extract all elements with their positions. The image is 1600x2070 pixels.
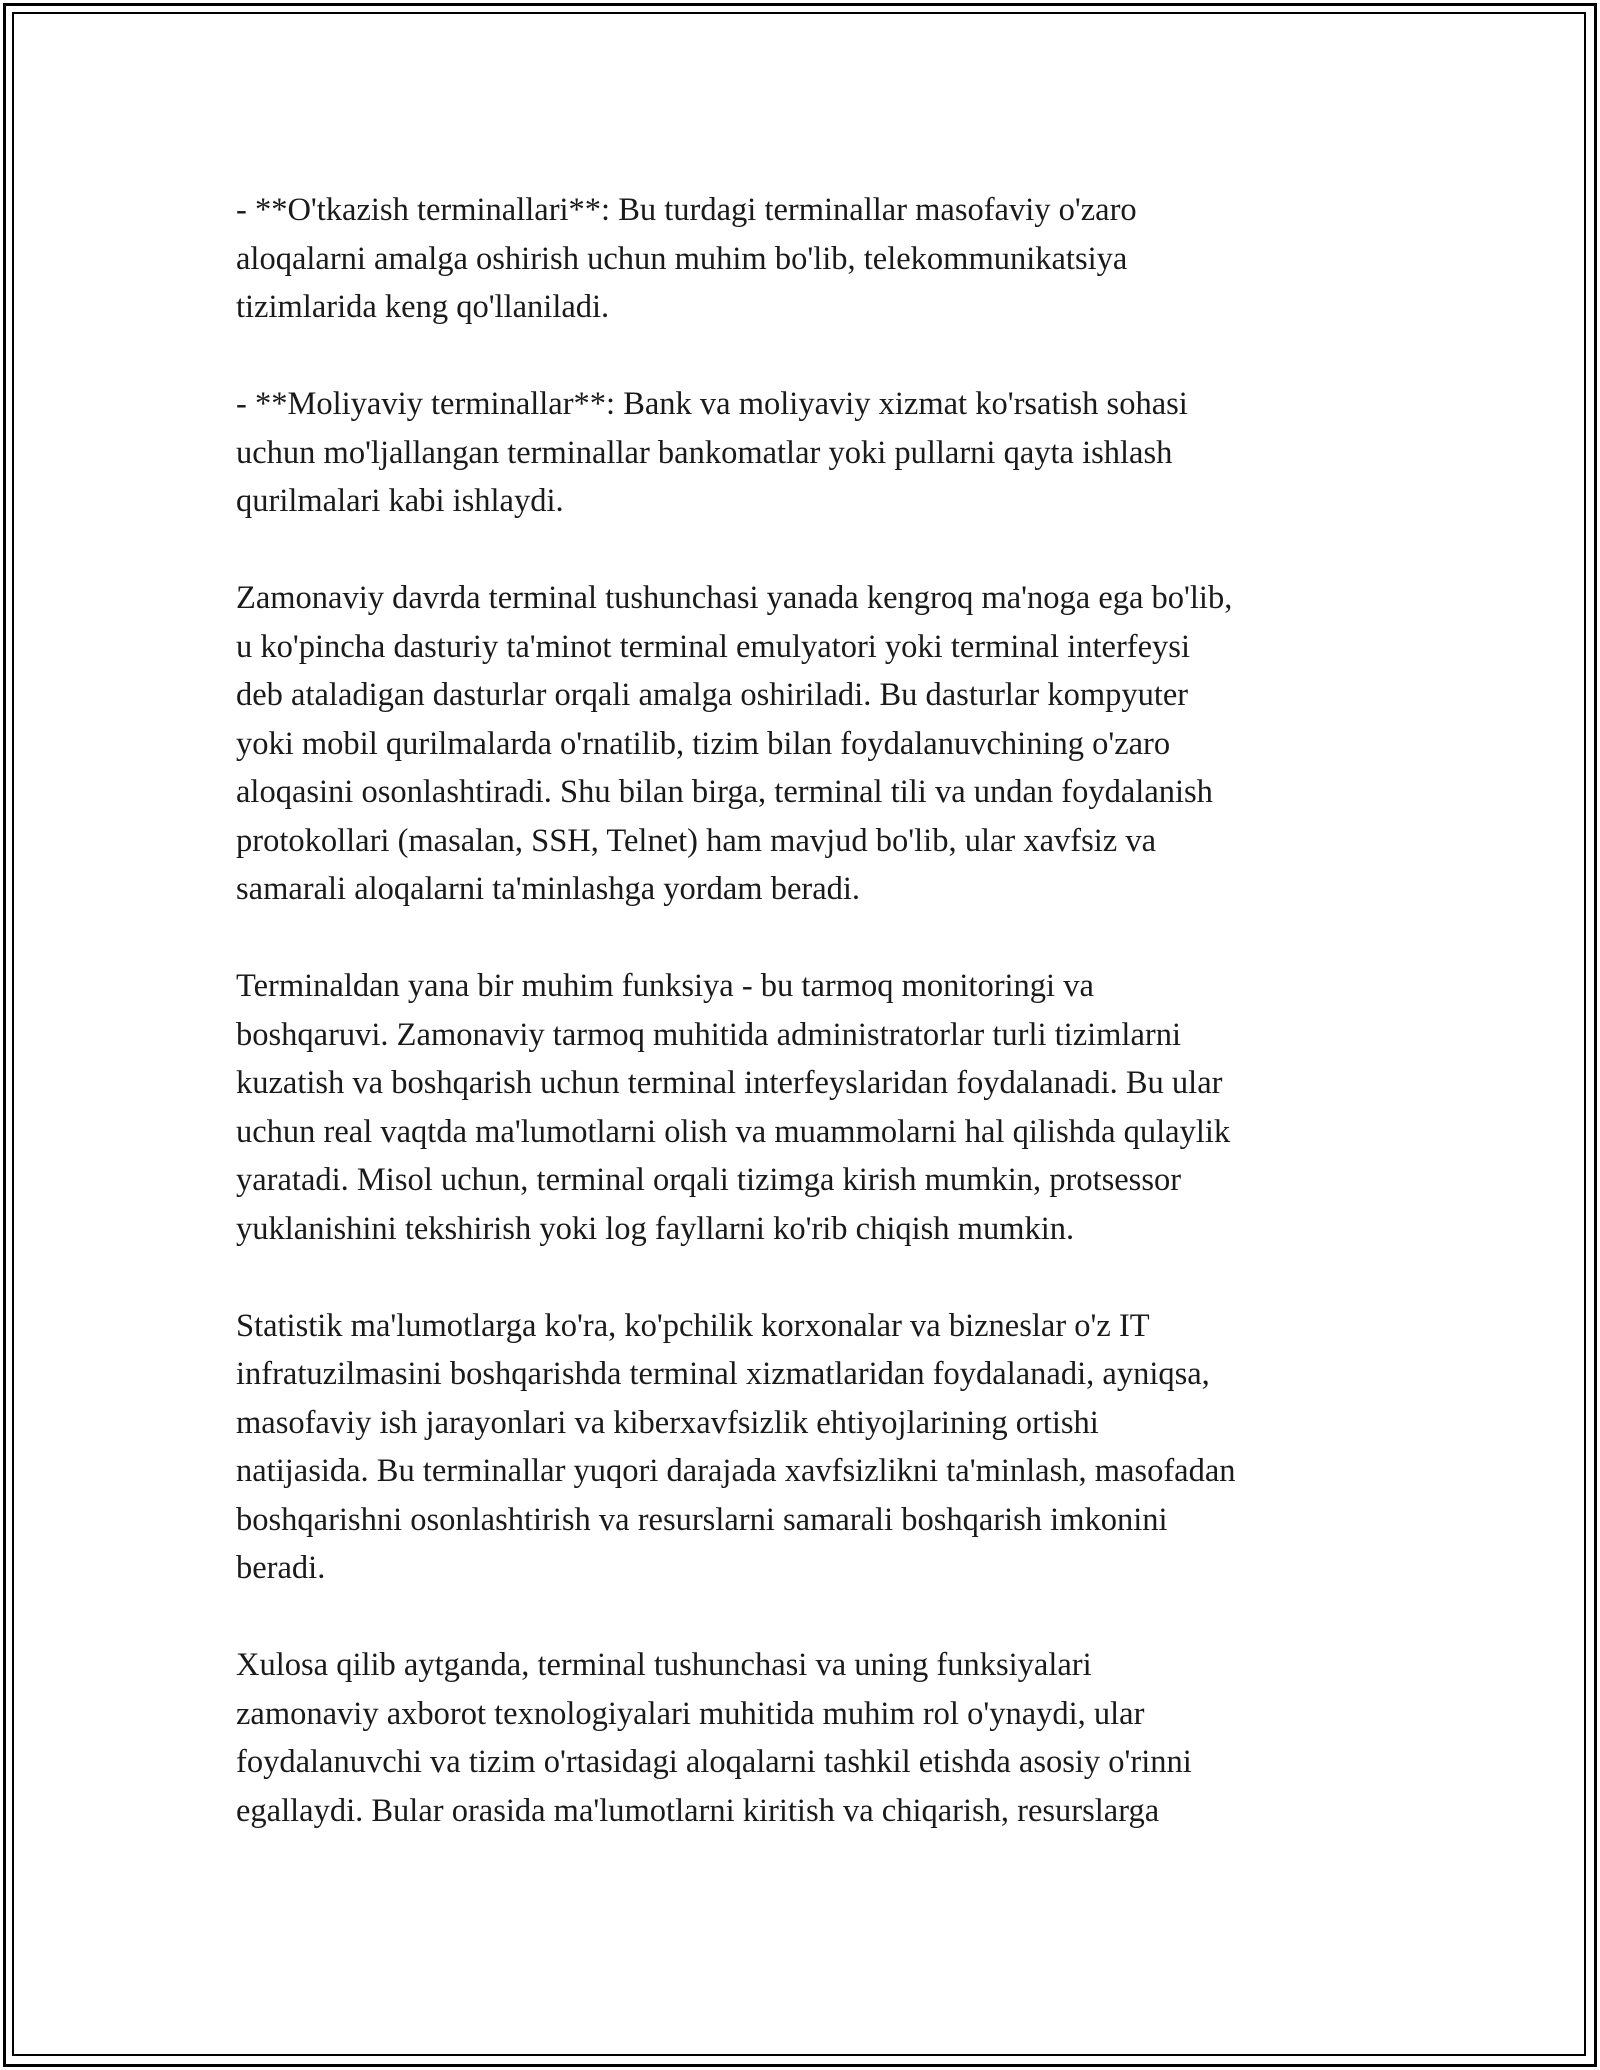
paragraph-financial-terminals <box>236 380 1376 526</box>
text-line: beradi. <box>236 1550 326 1586</box>
text-line: Zamonaviy davrda terminal tushunchasi yanada kengroq ma'noga ega bo'lib, <box>236 580 1233 616</box>
text-line: uchun real vaqtda ma'lumotlarni olish va muammolarni hal qilishda qulaylik <box>236 1113 1231 1150</box>
paragraph-conclusion <box>236 1641 1376 1835</box>
text-line: uchun mo'ljallangan terminallar bankomatlar yoki pullarni qayta ishlash <box>236 434 1173 471</box>
text-line: samarali aloqalarni ta'minlashga yordam beradi. <box>236 871 861 907</box>
text-line: tizimlarida keng qo'llaniladi. <box>236 289 610 325</box>
text-line: boshqaruvi. Zamonaviy tarmoq muhitida administratorlar turli tizimlarni <box>236 1016 1181 1053</box>
text-line: foydalanuvchi va tizim o'rtasidagi aloqalarni tashkil etishda asosiy o'rinni <box>236 1744 1192 1780</box>
text-line: yuklanishini tekshirish yoki log fayllarni ko'rib chiqish mumkin. <box>236 1210 1075 1247</box>
document-body <box>236 186 1376 1884</box>
text-line: boshqarishni osonlashtirish va resurslarni samarali boshqarish imkonini <box>236 1501 1168 1538</box>
text-line: yoki mobil qurilmalarda o'rnatilib, tizim bilan foydalanuvchining o'zaro <box>236 725 1171 762</box>
paragraph-network-monitoring <box>236 962 1376 1253</box>
text-line: - **Moliyaviy terminallar**: Bank va moliyaviy xizmat ko'rsatish sohasi <box>236 386 1188 422</box>
text-line: yaratadi. Misol uchun, terminal orqali tizimga kirish mumkin, protsessor <box>236 1162 1182 1198</box>
text-line: masofaviy ish jarayonlari va kiberxavfsizlik ehtiyojlarining ortishi <box>236 1404 1099 1441</box>
text-line: Xulosa qilib aytganda, terminal tushunchasi va uning funksiyalari <box>236 1647 1092 1683</box>
text-line: - **O'tkazish terminallari**: Bu turdagi terminallar masofaviy o'zaro <box>236 192 1137 228</box>
text-line: kuzatish va boshqarish uchun terminal interfeyslaridan foydalanadi. Bu ular <box>236 1065 1223 1101</box>
text-line: aloqalarni amalga oshirish uchun muhim bo'lib, telekommunikatsiya <box>236 240 1128 277</box>
text-line: infratuzilmasini boshqarishda terminal xizmatlaridan foydalanadi, ayniqsa, <box>236 1356 1210 1392</box>
paragraph-modern-terminal <box>236 574 1376 914</box>
text-line: protokollari (masalan, SSH, Telnet) ham mavjud bo'lib, ular xavfsiz va <box>236 822 1156 859</box>
text-line: zamonaviy axborot texnologiyalari muhitida muhim rol o'ynaydi, ular <box>236 1695 1145 1732</box>
text-line: Terminaldan yana bir muhim funksiya - bu tarmoq monitoringi va <box>236 968 1094 1004</box>
text-line: aloqasini osonlashtiradi. Shu bilan birga, terminal tili va undan foydalanish <box>236 774 1213 810</box>
text-line: natijasida. Bu terminallar yuqori darajada xavfsizlikni ta'minlash, masofadan <box>236 1453 1236 1489</box>
paragraph-statistics <box>236 1302 1376 1593</box>
text-line: egallaydi. Bular orasida ma'lumotlarni kiritish va chiqarish, resurslarga <box>236 1792 1160 1829</box>
text-line: Statistik ma'lumotlarga ko'ra, ko'pchilik korxonalar va bizneslar o'z IT <box>236 1307 1150 1344</box>
text-line: u ko'pincha dasturiy ta'minot terminal emulyatori yoki terminal interfeysi <box>236 628 1190 665</box>
text-line: deb ataladigan dasturlar orqali amalga oshiriladi. Bu dasturlar kompyuter <box>236 677 1189 713</box>
text-line: qurilmalari kabi ishlaydi. <box>236 483 564 519</box>
paragraph-transfer-terminals <box>236 186 1376 332</box>
